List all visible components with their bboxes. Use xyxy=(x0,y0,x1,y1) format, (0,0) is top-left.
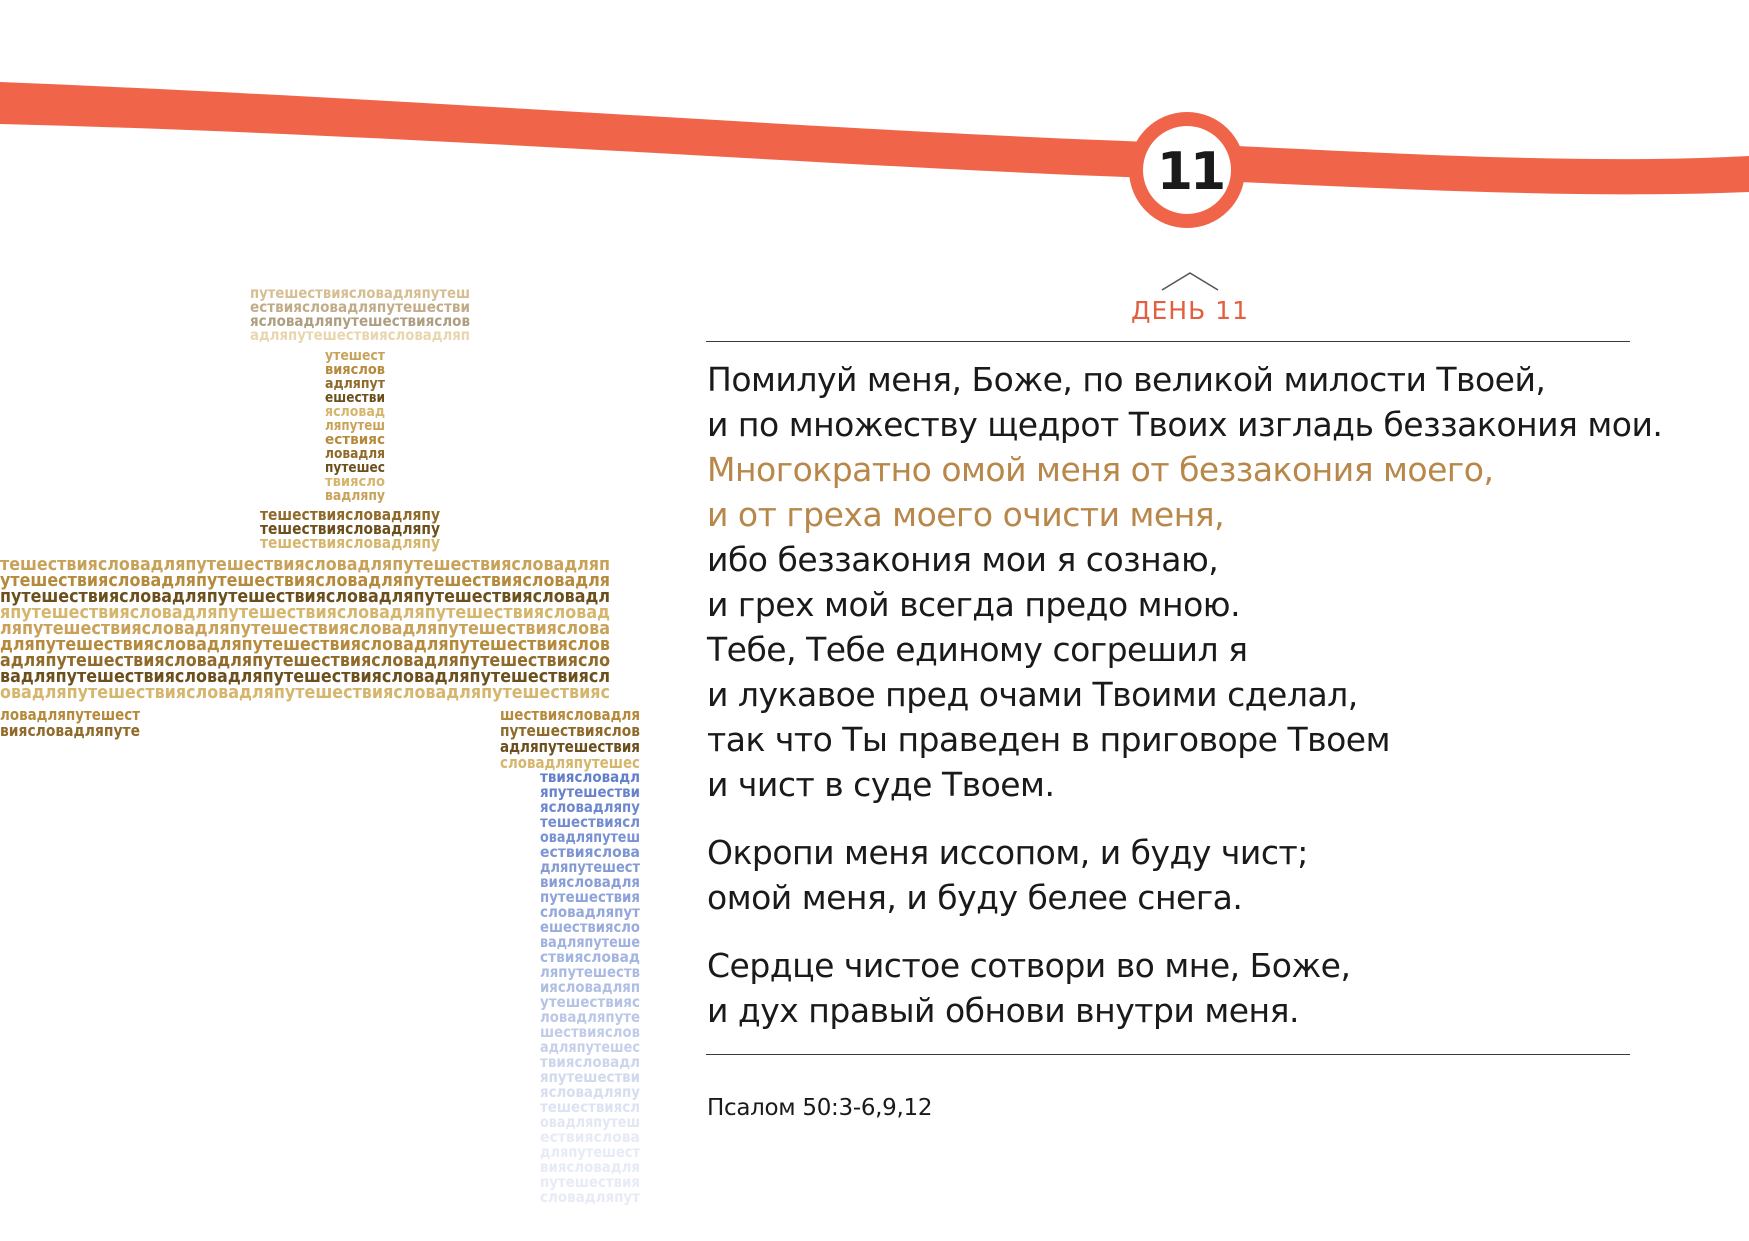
word-art-text: ляпутешеств xyxy=(540,963,640,981)
word-art-text: дляпутешествиясловадляпутешествиясловадляпутешествияслов xyxy=(0,634,610,655)
verse-line: и лукавое пред очами Твоими сделал, xyxy=(707,675,1358,714)
word-art-text: япутешестви xyxy=(540,1068,640,1086)
word-art-text: путешествиясловадляпутеш xyxy=(250,284,470,302)
word-art-text: словадляпутешес xyxy=(500,753,640,772)
word-art-text: адляпутешествия xyxy=(500,737,640,756)
word-art-text: путешествия xyxy=(540,1173,640,1191)
word-art-text: вадляпу xyxy=(325,488,385,504)
word-art-text: дляпутешест xyxy=(540,1143,641,1161)
header-banner xyxy=(0,0,1749,260)
word-art-text: путешествия xyxy=(540,888,640,906)
divider-bottom xyxy=(706,1054,1630,1055)
word-art-text: путешествияслов xyxy=(500,721,640,740)
word-art-text: ловадля xyxy=(325,446,385,462)
word-art-text: ловадляпуте xyxy=(540,1008,640,1026)
word-art-text: вияслов xyxy=(325,362,386,378)
word-art-text: вадляпутешествиясловадляпутешествиясловадляпутешествиясл xyxy=(0,666,610,687)
word-art-text: адляпутешес xyxy=(540,1038,640,1056)
word-art-text: ествияслова xyxy=(540,843,640,861)
faucet-illustration xyxy=(0,270,660,1241)
word-art-text: шествияслов xyxy=(540,1023,640,1041)
verse-line: Помилуй меня, Боже, по великой милости Твоей, xyxy=(707,360,1546,399)
word-art-text: адляпутешествиясловадляпутешествиясловадляпутешествиясло xyxy=(0,650,610,671)
word-art-text: адляпут xyxy=(325,376,386,392)
word-art-text: тешествиясловадляпу xyxy=(260,505,441,524)
psalm-text xyxy=(707,357,1667,1056)
verse-line: омой меня, и буду белее снега. xyxy=(707,878,1243,917)
verse-line: ибо беззакония мои я сознаю, xyxy=(707,540,1219,579)
verse-line: Окропи меня иссопом, и буду чист; xyxy=(707,833,1308,872)
word-art-text: тешествиясловадляпутешествиясловадляпутешествиясловадляп xyxy=(0,554,610,575)
stanza xyxy=(707,357,1667,807)
word-art-text: ествиясловадляпутешестви xyxy=(250,298,470,316)
word-art-text: ясловад xyxy=(325,404,385,420)
verse-line: и по множеству щедрот Твоих изгладь беззакония мои. xyxy=(707,405,1663,444)
word-art-text: вадляпутеше xyxy=(540,933,640,951)
word-art-text: дляпутешест xyxy=(540,858,641,876)
verse-line: так что Ты праведен в приговоре Твоем xyxy=(707,720,1390,759)
word-art-text: ясловадляпу xyxy=(540,798,641,816)
word-art-text: твиясловадл xyxy=(540,768,640,786)
word-art-text: япутешествиясловадляпутешествиясловадляпутешествиясловад xyxy=(0,602,610,623)
word-art-text: виясловадля xyxy=(540,873,640,891)
word-art-text: утешест xyxy=(325,348,386,364)
word-art-text: утешествиясловадляпутешествиясловадляпутешествиясловадля xyxy=(0,570,610,591)
word-art-text: япутешестви xyxy=(540,783,640,801)
verse-line: Тебе, Тебе единому согрешил я xyxy=(707,630,1248,669)
word-art-text: адляпутешествиясловадляп xyxy=(250,326,470,344)
stanza xyxy=(707,943,1667,1033)
chevron-up-icon xyxy=(1160,270,1220,292)
word-art-text: путешес xyxy=(325,460,385,476)
verse-line: Сердце чистое сотвори во мне, Боже, xyxy=(707,946,1351,985)
word-art-text: овадляпутешествиясловадляпутешествиясловадляпутешествияс xyxy=(0,682,610,703)
word-art-text: тешествиясловадляпу xyxy=(260,519,441,538)
word-art-text: твиясловадл xyxy=(540,1053,640,1071)
word-art-text: ешестви xyxy=(325,390,385,406)
word-art-text: виясловадляпуте xyxy=(0,721,141,740)
word-art-text: утешествияс xyxy=(540,993,640,1011)
word-art-text: путешествиясловадляпутешествиясловадляпутешествиясловадл xyxy=(0,586,610,607)
word-art-text: овадляпутеш xyxy=(540,1113,640,1131)
verse-line: и от греха моего очисти меня, xyxy=(707,495,1225,534)
word-art-text: ясловадляпу xyxy=(540,1083,641,1101)
word-art-text: ешествиясло xyxy=(540,918,640,936)
verse-line: и дух правый обнови внутри меня. xyxy=(707,991,1299,1030)
word-art-text: тешествиясловадляпу xyxy=(260,533,441,552)
day-label: ДЕНЬ 11 xyxy=(1130,296,1250,325)
word-art-text: тешествиясл xyxy=(540,813,640,831)
psalm-reference: Псалом 50:3-6,9,12 xyxy=(707,1095,933,1121)
word-art-text: тешествиясл xyxy=(540,1098,640,1116)
stanza xyxy=(707,830,1667,920)
word-art-text: виясловадля xyxy=(540,1158,640,1176)
verse-line: Многократно омой меня от беззакония моего, xyxy=(707,450,1494,489)
word-art-text: ловадляпутешест xyxy=(0,705,141,724)
word-art-text: словадляпут xyxy=(540,903,641,921)
word-art-text: ляпутеш xyxy=(325,418,385,434)
divider-top xyxy=(706,341,1630,342)
word-art-text: твиясло xyxy=(325,474,386,490)
word-art-text: ясловадляпутешествияслов xyxy=(250,312,470,330)
day-number: 11 xyxy=(1156,142,1224,202)
word-art-text: шествиясловадля xyxy=(500,705,640,724)
word-art-text: овадляпутеш xyxy=(540,828,640,846)
word-art-text: ствиясловад xyxy=(540,948,640,966)
word-art-text: иясловадляп xyxy=(540,978,640,996)
verse-line: и грех мой всегда предо мною. xyxy=(707,585,1241,624)
word-art-text: ествияслова xyxy=(540,1128,640,1146)
verse-line: и чист в суде Твоем. xyxy=(707,765,1055,804)
word-art-text: ляпутешествиясловадляпутешествиясловадляпутешествияслова xyxy=(0,618,610,639)
word-art-text: словадляпут xyxy=(540,1188,641,1206)
word-art-text: ествияс xyxy=(325,432,385,448)
orange-line xyxy=(0,82,1749,194)
